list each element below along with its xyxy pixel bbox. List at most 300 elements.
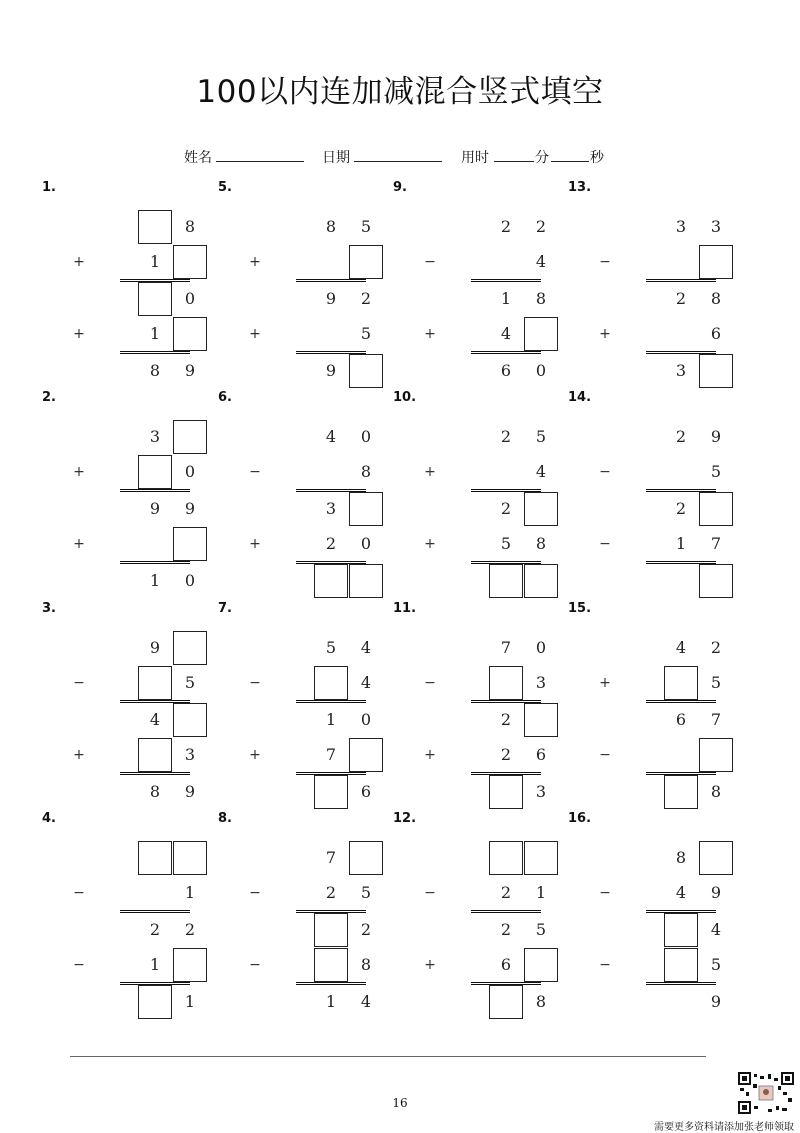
digit: 9 [184,782,196,801]
digit: 3 [535,673,547,692]
operator-sign [423,841,437,875]
digit [664,985,698,1019]
digit [664,455,698,489]
digit: 2 [184,920,196,939]
operator-sign [423,703,437,737]
digit: 9 [184,499,196,518]
problem-row [218,775,393,809]
answer-box[interactable] [524,317,558,351]
digit: 3 [675,361,687,380]
answer-box[interactable] [349,564,383,598]
problem-row [393,985,568,1019]
digit: 3 [149,427,161,446]
problem-number: 4. [42,811,56,826]
digit: 8 [360,955,372,974]
operator-sign: − [73,675,85,691]
sum-line [471,279,541,282]
footer-divider [70,1056,706,1057]
answer-box[interactable] [349,354,383,388]
digit [138,527,172,561]
answer-box[interactable] [524,564,558,598]
problem-number: 10. [393,390,417,405]
answer-box[interactable] [173,317,207,351]
operator-sign [423,775,437,809]
digit: 0 [360,534,372,553]
digit: 4 [535,252,547,271]
answer-box[interactable] [524,703,558,737]
digit: 0 [535,361,547,380]
operator-sign [423,210,437,244]
digit: 6 [360,782,372,801]
page-title: 100以内连加减混合竖式填空 [196,74,604,110]
operator-sign [598,492,612,526]
digit: 4 [675,638,687,657]
answer-box[interactable] [314,775,348,809]
problem-row [568,666,743,700]
problem-row [393,492,568,526]
sum-line [646,351,716,354]
operator-sign [423,913,437,947]
operator-sign [72,564,86,598]
operator-sign [72,282,86,316]
problem-row [393,876,568,910]
answer-box[interactable] [314,913,348,947]
problem-row [568,703,743,737]
operator-sign [248,420,262,454]
digit: 0 [184,462,196,481]
answer-box[interactable] [699,492,733,526]
answer-box[interactable] [699,354,733,388]
answer-box[interactable] [699,841,733,875]
operator-sign: − [424,254,436,270]
digit: 4 [500,324,512,343]
problem-row [42,775,217,809]
sum-line [471,561,541,564]
operator-sign: + [73,464,85,480]
digit [489,455,523,489]
problem-16 [568,811,743,1021]
digit: 2 [500,710,512,729]
digit: 1 [149,324,161,343]
digit: 9 [710,427,722,446]
problem-row [42,666,217,700]
answer-box[interactable] [314,666,348,700]
problem-row [42,564,217,598]
operator-sign [598,985,612,1019]
operator-sign [72,775,86,809]
digit: 1 [675,534,687,553]
problem-row [568,841,743,875]
name-label: 姓名 [184,150,212,166]
digit: 0 [535,638,547,657]
operator-sign [423,564,437,598]
problem-13 [568,180,743,390]
answer-box[interactable] [349,492,383,526]
digit: 6 [535,745,547,764]
digit: 4 [325,427,337,446]
operator-sign [72,631,86,665]
digit: 9 [149,638,161,657]
sum-line [296,700,366,703]
answer-box[interactable] [664,948,698,982]
problem-row [218,666,393,700]
minute-label: 分 [535,150,549,166]
problem-row [218,913,393,947]
operator-sign: + [599,326,611,342]
date-label: 日期 [322,150,350,166]
operator-sign [423,492,437,526]
sum-line [120,910,190,913]
digit: 9 [325,289,337,308]
digit: 2 [675,427,687,446]
answer-box[interactable] [138,666,172,700]
answer-box[interactable] [173,245,207,279]
answer-box[interactable] [349,841,383,875]
name-field[interactable] [216,161,304,162]
answer-box[interactable] [173,841,207,875]
digit: 8 [360,462,372,481]
digit [489,245,523,279]
digit: 5 [360,883,372,902]
operator-sign [72,913,86,947]
sum-line [471,489,541,492]
problem-number: 16. [568,811,592,826]
digit: 6 [500,361,512,380]
digit: 1 [149,252,161,271]
answer-box[interactable] [699,245,733,279]
sum-line [471,351,541,354]
problem-15 [568,601,743,811]
sum-line [120,279,190,282]
problem-14 [568,390,743,600]
digit: 2 [149,920,161,939]
operator-sign: + [249,254,261,270]
answer-box[interactable] [489,666,523,700]
problem-row [393,210,568,244]
operator-sign [72,703,86,737]
answer-box[interactable] [138,282,172,316]
problem-row [218,245,393,279]
digit: 5 [325,638,337,657]
digit: 2 [500,427,512,446]
digit: 1 [184,992,196,1011]
digit: 3 [184,745,196,764]
operator-sign: − [424,885,436,901]
operator-sign [248,282,262,316]
problem-row [42,245,217,279]
operator-sign: − [73,885,85,901]
digit: 5 [360,324,372,343]
digit: 8 [149,782,161,801]
problem-row [42,492,217,526]
problem-row [218,738,393,772]
operator-sign [248,703,262,737]
answer-box[interactable] [173,631,207,665]
operator-sign: − [249,957,261,973]
problem-number: 3. [42,601,56,616]
digit: 9 [710,883,722,902]
operator-sign: − [599,747,611,763]
problem-row [218,985,393,1019]
digit: 5 [360,217,372,236]
operator-sign [423,631,437,665]
digit: 7 [325,848,337,867]
problem-row [218,210,393,244]
problem-6 [218,390,393,600]
problem-10 [393,390,568,600]
problem-row [568,282,743,316]
answer-box[interactable] [699,564,733,598]
problem-row [393,913,568,947]
problem-11 [393,601,568,811]
problem-number: 8. [218,811,232,826]
problem-row [42,703,217,737]
sum-line [471,700,541,703]
operator-sign: − [599,957,611,973]
digit: 1 [149,955,161,974]
answer-box[interactable] [138,985,172,1019]
problem-row [568,985,743,1019]
answer-box[interactable] [489,564,523,598]
digit: 4 [360,638,372,657]
problem-row [568,913,743,947]
digit [314,455,348,489]
operator-sign [423,354,437,388]
answer-box[interactable] [699,738,733,772]
date-field[interactable] [354,161,442,162]
problem-row [393,666,568,700]
answer-box[interactable] [138,841,172,875]
operator-sign [72,420,86,454]
digit: 1 [184,883,196,902]
problem-row [218,455,393,489]
operator-sign: + [424,536,436,552]
digit: 2 [675,499,687,518]
problem-row [393,738,568,772]
digit: 3 [535,782,547,801]
digit: 4 [675,883,687,902]
operator-sign [248,210,262,244]
digit: 6 [675,710,687,729]
answer-box[interactable] [489,775,523,809]
problem-9 [393,180,568,390]
problem-number: 7. [218,601,232,616]
problem-row [218,703,393,737]
sum-line [646,279,716,282]
digit: 6 [500,955,512,974]
answer-box[interactable] [314,564,348,598]
operator-sign [72,210,86,244]
seconds-field[interactable] [551,161,589,162]
digit: 5 [710,462,722,481]
problem-row [393,245,568,279]
answer-box[interactable] [664,666,698,700]
digit: 7 [325,745,337,764]
answer-box[interactable] [524,841,558,875]
problem-row [42,282,217,316]
problem-row [218,527,393,561]
operator-sign [598,420,612,454]
digit: 8 [710,782,722,801]
problem-row [42,420,217,454]
digit: 2 [675,289,687,308]
footer-note: 需要更多资料请添加张老师领取 [654,1122,794,1133]
problem-row [42,913,217,947]
answer-box[interactable] [489,985,523,1019]
operator-sign [598,210,612,244]
operator-sign: − [249,464,261,480]
answer-box[interactable] [489,841,523,875]
sum-line [646,489,716,492]
problem-row [218,492,393,526]
operator-sign: + [73,254,85,270]
problem-row [568,354,743,388]
problem-row [42,317,217,351]
answer-box[interactable] [138,738,172,772]
problem-number: 1. [42,180,56,195]
answer-box[interactable] [524,492,558,526]
operator-sign: − [424,675,436,691]
sum-line [296,279,366,282]
problem-7 [218,601,393,811]
operator-sign [423,420,437,454]
digit: 0 [360,427,372,446]
digit: 9 [710,992,722,1011]
digit: 5 [710,955,722,974]
problem-row [568,775,743,809]
sum-line [296,772,366,775]
digit: 4 [535,462,547,481]
problem-row [42,738,217,772]
answer-box[interactable] [138,210,172,244]
digit [664,245,698,279]
digit: 0 [184,571,196,590]
digit: 3 [325,499,337,518]
sum-line [120,982,190,985]
answer-box[interactable] [173,948,207,982]
digit: 8 [675,848,687,867]
problem-row [42,354,217,388]
operator-sign: − [599,536,611,552]
operator-sign [72,985,86,1019]
sum-line [120,700,190,703]
problem-row [568,245,743,279]
problem-row [42,876,217,910]
sum-line [296,982,366,985]
operator-sign [248,913,262,947]
answer-box[interactable] [138,455,172,489]
operator-sign: + [599,675,611,691]
operator-sign [72,841,86,875]
answer-box[interactable] [173,703,207,737]
sum-line [646,700,716,703]
problem-row [218,948,393,982]
problem-row [218,354,393,388]
answer-box[interactable] [524,948,558,982]
problem-row [218,564,393,598]
operator-sign [598,282,612,316]
problem-5 [218,180,393,390]
minutes-field[interactable] [494,161,534,162]
answer-box[interactable] [664,775,698,809]
time-label: 用时 [461,150,489,166]
problem-row [568,876,743,910]
problem-row [218,420,393,454]
sum-line [646,772,716,775]
operator-sign [423,985,437,1019]
digit [314,245,348,279]
digit: 0 [360,710,372,729]
digit [664,317,698,351]
problem-number: 15. [568,601,592,616]
student-info-line [0,147,800,167]
digit: 3 [710,217,722,236]
operator-sign [72,492,86,526]
answer-box[interactable] [349,245,383,279]
answer-box[interactable] [349,738,383,772]
operator-sign [598,775,612,809]
digit: 8 [149,361,161,380]
answer-box[interactable] [173,527,207,561]
problem-row [42,631,217,665]
problem-4 [42,811,217,1021]
problem-row [393,631,568,665]
problem-row [568,455,743,489]
problem-row [568,564,743,598]
digit: 2 [535,217,547,236]
digit: 6 [710,324,722,343]
digit: 4 [360,992,372,1011]
sum-line [646,561,716,564]
answer-box[interactable] [664,913,698,947]
sum-line [120,561,190,564]
problem-number: 5. [218,180,232,195]
problem-number: 9. [393,180,407,195]
operator-sign [248,354,262,388]
operator-sign [248,631,262,665]
digit: 1 [500,289,512,308]
problem-row [393,527,568,561]
digit: 2 [500,745,512,764]
answer-box[interactable] [314,948,348,982]
digit: 4 [710,920,722,939]
digit: 8 [184,217,196,236]
answer-box[interactable] [173,420,207,454]
operator-sign [248,775,262,809]
operator-sign: − [599,885,611,901]
digit: 5 [500,534,512,553]
problem-row [42,210,217,244]
digit: 2 [360,289,372,308]
problem-row [568,631,743,665]
operator-sign [248,492,262,526]
digit: 2 [500,920,512,939]
sum-line [120,351,190,354]
operator-sign: + [424,957,436,973]
sum-line [646,910,716,913]
problem-number: 14. [568,390,592,405]
digit: 7 [710,534,722,553]
digit [314,317,348,351]
operator-sign [598,354,612,388]
problem-row [42,841,217,875]
problem-row [218,841,393,875]
digit: 8 [535,289,547,308]
operator-sign: + [249,536,261,552]
operator-sign: + [73,747,85,763]
problem-row [218,282,393,316]
problem-row [568,738,743,772]
